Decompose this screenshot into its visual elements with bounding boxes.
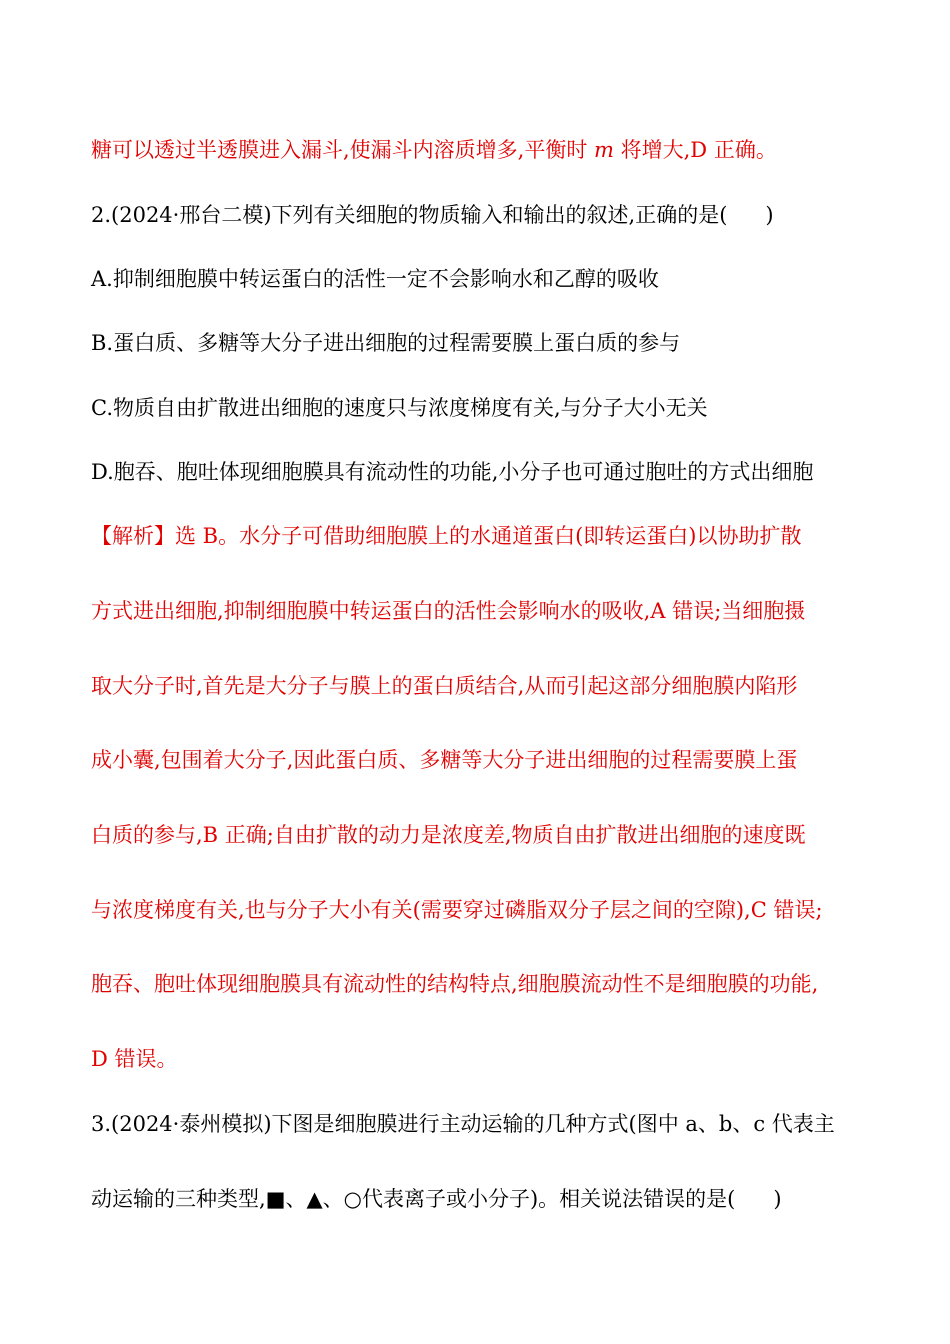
previous-answer-text-2: 将增大,D 正确。: [613, 138, 777, 162]
option-c: C.物质自由扩散进出细胞的速度只与浓度梯度有关,与分子大小无关: [91, 396, 708, 420]
previous-answer-tail: [91, 136, 777, 164]
option-d: D.胞吞、胞吐体现细胞膜具有流动性的功能,小分子也可通过胞吐的方式出细胞: [91, 460, 814, 484]
analysis-line-8: D 错误。: [91, 1047, 178, 1071]
option-a: A.抑制细胞膜中转运蛋白的活性一定不会影响水和乙醇的吸收: [91, 267, 659, 291]
variable-m: m: [594, 138, 614, 162]
analysis-line-4: 成小囊,包围着大分子,因此蛋白质、多糖等大分子进出细胞的过程需要膜上蛋: [91, 748, 798, 772]
analysis-line-2: 方式进出细胞,抑制细胞膜中转运蛋白的活性会影响水的吸收,A 错误;当细胞摄: [91, 599, 806, 623]
analysis-line-3: 取大分子时,首先是大分子与膜上的蛋白质结合,从而引起这部分细胞膜内陷形: [91, 674, 798, 698]
question-3-stem-line-2: [91, 1185, 782, 1213]
question-2-stem-close: ): [765, 203, 774, 227]
question-3-stem-text: 动运输的三种类型,■、▲、○代表离子或小分子)。相关说法错误的是(: [91, 1187, 736, 1211]
option-b: B.蛋白质、多糖等大分子进出细胞的过程需要膜上蛋白质的参与: [91, 331, 681, 355]
analysis-line-6: 与浓度梯度有关,也与分子大小有关(需要穿过磷脂双分子层之间的空隙),C 错误;: [91, 898, 823, 922]
analysis-line-7: 胞吞、胞吐体现细胞膜具有流动性的结构特点,细胞膜流动性不是细胞膜的功能,: [91, 972, 819, 996]
question-3-stem-line-1: 3.(2024·泰州模拟)下图是细胞膜进行主动运输的几种方式(图中 a、b、c 代表主: [91, 1112, 835, 1136]
question-2-stem-text: 2.(2024·邢台二模)下列有关细胞的物质输入和输出的叙述,正确的是(: [91, 203, 728, 227]
analysis-line-5: 白质的参与,B 正确;自由扩散的动力是浓度差,物质自由扩散进出细胞的速度既: [91, 823, 806, 847]
question-3-stem-close: ): [773, 1187, 782, 1211]
previous-answer-text-1: 糖可以透过半透膜进入漏斗,使漏斗内溶质增多,平衡时: [91, 138, 595, 162]
question-2-stem: [91, 201, 774, 229]
analysis-line-1: 【解析】选 B。水分子可借助细胞膜上的水通道蛋白(即转运蛋白)以协助扩散: [91, 524, 802, 548]
